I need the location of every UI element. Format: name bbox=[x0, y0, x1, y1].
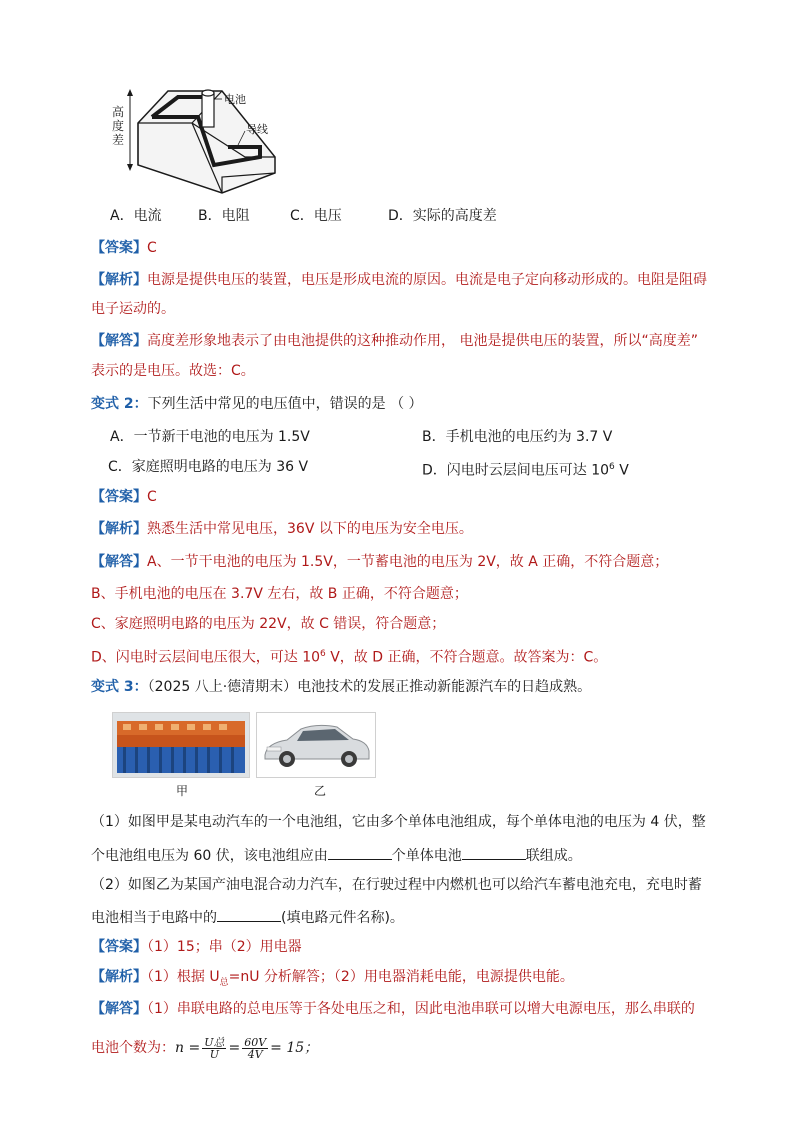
v2-analysis bbox=[91, 520, 473, 538]
battery-pack-photo bbox=[112, 712, 250, 778]
prev-solution-line1 bbox=[91, 332, 698, 350]
battery-pack-icon bbox=[113, 713, 249, 777]
formula-equals: = bbox=[228, 1040, 241, 1056]
q1-text-c: 联组成。 bbox=[525, 848, 582, 864]
solution-text: 高度差形象地表示了由电池提供的这种推动作用， 电池是提供电压的装置，所以“高度差” bbox=[147, 333, 698, 349]
car-icon bbox=[257, 713, 375, 777]
blank-component bbox=[217, 907, 281, 922]
variant2-stem-text: 下列生活中常见的电压值中，错误的是 （ ） bbox=[147, 396, 423, 412]
subscript: 总 bbox=[219, 977, 229, 988]
label-char: 度 bbox=[112, 119, 125, 133]
solution-text: D、闪电时云层间电压很大，可达 10 bbox=[91, 649, 321, 666]
prev-analysis-line2: 电子运动的。 bbox=[91, 301, 175, 317]
caption-yi: 乙 bbox=[314, 784, 327, 798]
answer-value: C bbox=[147, 240, 157, 256]
v3-analysis bbox=[91, 968, 574, 992]
q2-text-b: (填电路元件名称)。 bbox=[281, 910, 404, 926]
fraction-numerator: U总 bbox=[204, 1035, 225, 1049]
caption-jia: 甲 bbox=[176, 784, 189, 798]
prev-analysis-line1 bbox=[91, 271, 707, 289]
v3-solution-line2 bbox=[91, 1034, 318, 1062]
fraction-values bbox=[242, 1037, 268, 1060]
answer-value: （1）15；串（2）用电器 bbox=[147, 939, 302, 955]
variant2-stem bbox=[91, 395, 423, 413]
v2-solution-a bbox=[91, 553, 668, 571]
v2-answer bbox=[91, 488, 157, 506]
v3-q2-line1: （2）如图乙为某国产油电混合动力汽车，在行驶过程中内燃机也可以给汽车蓄电池充电，充电时蓄 bbox=[91, 877, 702, 893]
hybrid-car-photo bbox=[256, 712, 376, 778]
option-c: C．电压 bbox=[290, 208, 342, 224]
prev-answer bbox=[91, 239, 157, 257]
v2-option-d bbox=[422, 458, 629, 480]
blank-connection bbox=[462, 845, 526, 860]
answer-value: C bbox=[147, 489, 157, 505]
solution-text-end: V，故 D 正确，不符合题意。故答案为：C。 bbox=[325, 649, 608, 666]
analysis-text: （1）根据 U bbox=[147, 969, 220, 985]
v3-answer bbox=[91, 938, 302, 956]
wire-label: 导线 bbox=[246, 123, 268, 136]
q1-text-b: 个单体电池 bbox=[391, 848, 462, 864]
v2-solution-c: C、家庭照明电路的电压为 22V，故 C 错误，符合题意； bbox=[91, 616, 446, 632]
solution-text: 电池个数为： bbox=[91, 1040, 175, 1056]
variant3-label: 变式 3： bbox=[91, 679, 148, 695]
battery-label: 电池 bbox=[224, 93, 246, 106]
answer-tag: 【答案】 bbox=[91, 939, 147, 955]
solution-tag: 【解答】 bbox=[91, 554, 147, 570]
height-difference-diagram bbox=[110, 85, 290, 197]
variant3-stem-text: （2025 八上·德清期末）电池技术的发展正推动新能源汽车的日趋成熟。 bbox=[147, 679, 592, 695]
solution-text: A、一节干电池的电压为 1.5V，一节蓄电池的电压为 2V，故 A 正确，不符合题意； bbox=[147, 554, 669, 570]
analysis-tag: 【解析】 bbox=[91, 521, 147, 537]
analysis-text-end: =nU 分析解答；（2）用电器消耗电能，电源提供电能。 bbox=[228, 969, 574, 985]
v2-solution-b: B、手机电池的电压在 3.7V 左右，故 B 正确，不符合题意； bbox=[91, 586, 468, 602]
answer-tag: 【答案】 bbox=[91, 240, 147, 256]
v3-solution-line1 bbox=[91, 1000, 695, 1018]
v3-q1-line2 bbox=[91, 845, 582, 865]
v2-option-b: B．手机电池的电压约为 3.7 V bbox=[422, 429, 613, 445]
fraction-numerator: 60V bbox=[244, 1035, 267, 1049]
exponent: 6 bbox=[609, 462, 615, 472]
exponent: 6 bbox=[320, 649, 326, 659]
formula-n: n = bbox=[175, 1040, 201, 1056]
v2-option-a: A．一节新干电池的电压为 1.5V bbox=[110, 429, 310, 445]
answer-tag: 【答案】 bbox=[91, 489, 147, 505]
analysis-tag: 【解析】 bbox=[91, 272, 147, 288]
label-char: 高 bbox=[112, 105, 125, 119]
q1-text-a: 个电池组电压为 60 伏，该电池组应由 bbox=[91, 848, 328, 864]
blank-count bbox=[328, 845, 392, 860]
formula-result: = 15； bbox=[270, 1040, 319, 1056]
v3-q1-line1: （1）如图甲是某电动汽车的一个电池组，它由多个单体电池组成，每个单体电池的电压为 4 伏，整 bbox=[91, 814, 706, 830]
analysis-tag: 【解析】 bbox=[91, 969, 147, 985]
option-d: D．实际的高度差 bbox=[388, 208, 497, 224]
option-a: A．电流 bbox=[110, 208, 162, 224]
q2-text-a: 电池相当于电路中的 bbox=[91, 910, 217, 926]
v2-solution-d bbox=[91, 645, 607, 667]
prev-solution-line2: 表示的是电压。故选：C。 bbox=[91, 363, 255, 379]
option-d-unit: V bbox=[614, 462, 629, 479]
height-diff-label bbox=[112, 105, 126, 147]
fraction-denominator: U bbox=[209, 1047, 219, 1061]
diagram-drawing bbox=[110, 85, 290, 197]
fraction-total-over-unit bbox=[202, 1037, 226, 1060]
v3-q2-line2 bbox=[91, 907, 404, 927]
variant2-label: 变式 2： bbox=[91, 396, 148, 412]
solution-tag: 【解答】 bbox=[91, 333, 147, 349]
option-d-text: D．闪电时云层间电压可达 10 bbox=[422, 462, 610, 479]
fraction-denominator: 4V bbox=[247, 1047, 263, 1061]
label-char: 差 bbox=[112, 133, 125, 147]
solution-text: （1）串联电路的总电压等于各处电压之和，因此电池串联可以增大电源电压，那么串联的 bbox=[147, 1001, 695, 1017]
variant3-stem bbox=[91, 678, 591, 696]
v2-option-c: C．家庭照明电路的电压为 36 V bbox=[108, 459, 309, 475]
analysis-text: 熟悉生活中常见电压，36V 以下的电压为安全电压。 bbox=[147, 521, 473, 537]
option-b: B．电阻 bbox=[198, 208, 250, 224]
analysis-text: 电源是提供电压的装置，电压是形成电流的原因。电流是电子定向移动形成的。电阻是阻碍 bbox=[147, 272, 707, 288]
solution-tag: 【解答】 bbox=[91, 1001, 147, 1017]
